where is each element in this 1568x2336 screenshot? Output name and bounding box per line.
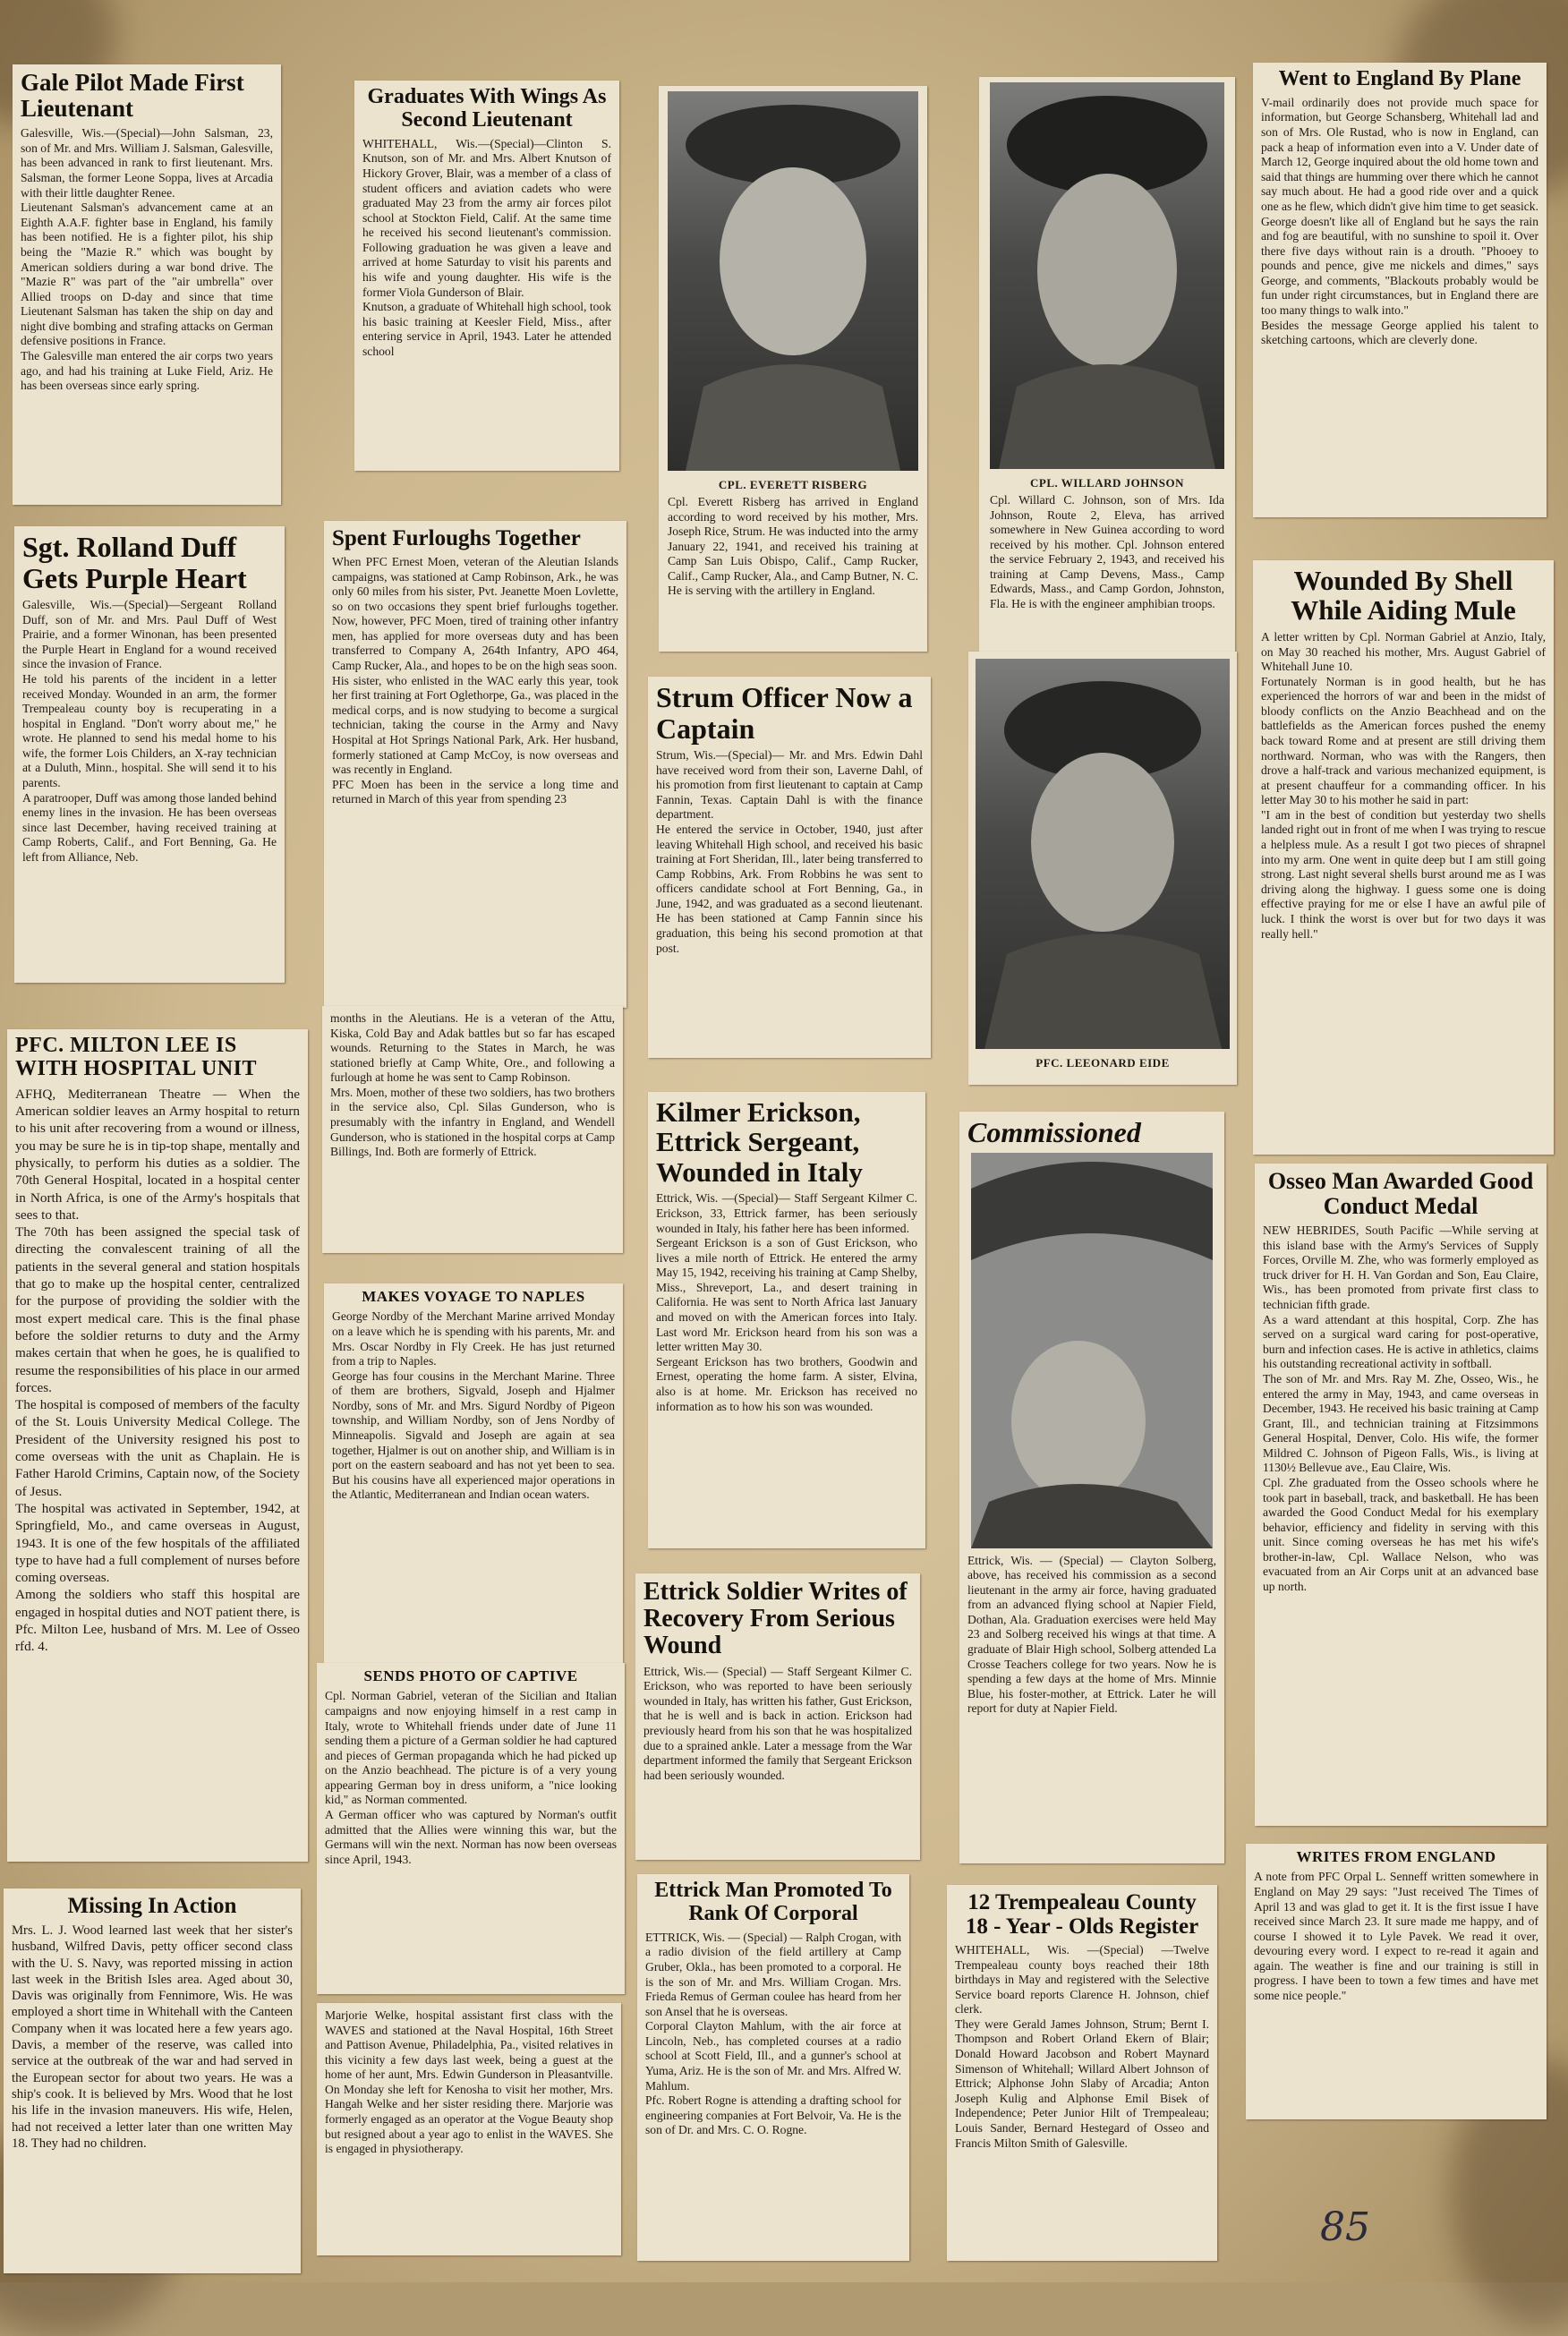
article-ettrick-soldier <box>635 1573 920 1860</box>
article-body: Cpl. Norman Gabriel, veteran of the Sicilian and Italian campaigns and now enjoying himself in a rest camp in Italy, wrote to Whitehall friends under date of June 11 sending them a picture of a German soldier he had captured and pieces of German propaganda which he had picked up on the Anzio beachhead. The picture is of a very young appearing German boy in dress uniform, a "nice looking kid," as Norman commented. A German officer who was captured by Norman's outfit admitted that the Allies were winning this war, but the Germans will win the next. Norman has now been overseas since April, 1943. <box>325 1689 617 1866</box>
headline: Spent Furloughs Together <box>332 526 581 550</box>
headline: Commissioned <box>967 1116 1141 1148</box>
portrait-photo-solberg <box>971 1153 1213 1548</box>
article-marjorie-welke <box>317 2003 621 2255</box>
article-duff-purple-heart <box>14 526 285 983</box>
article-body: Cpl. Willard C. Johnson, son of Mrs. Ida Johnson, Route 2, Eleva, has arrived somewhere in New Guinea according to word received by his mother. Cpl. Johnson entered the service February 2, 1943, and received his training at Camp Devens, Mass., Camp Edwards, Mass., and Camp Gordon, Johnston, Fla. He is with the engineer amphibian troops. <box>990 493 1224 611</box>
article-willard-johnson <box>979 77 1235 657</box>
article-body: Mrs. L. J. Wood learned last week that her sister's husband, Wilfred Davis, petty officer second class with the U. S. Navy, was reported missing in action last week in the British Isles area. Aged about 30, Davis was originally from Fennimore, Wis. He was employed a short time in Whitehall with the Canteen Company when it was located here a few years ago. Davis, a member of the reserve, was called into service at the outbreak of the war and had served in the European sector for about two years. He was a ship's cook. It is believed by Mrs. Wood that he lost his life in the invasion maneuvers. His wife, Helen, had not received a letter later than one written May 18. They had no children. <box>12 1923 293 2151</box>
photo-caption: CPL. EVERETT RISBERG <box>718 478 868 491</box>
headline: Went to England By Plane <box>1278 67 1521 90</box>
headline: Osseo Man Awarded Good Conduct Medal <box>1267 1168 1534 1220</box>
article-crogan-corporal <box>637 1874 909 2261</box>
article-wounded-mule <box>1253 560 1554 1155</box>
article-body: Ettrick, Wis.— (Special) — Staff Sergeant Kilmer C. Erickson, who was reported to have been seriously wounded in Italy, has written his father, Gust Erickson, that he is well and is back in action. Erickson had previously heard from his son that he was hospitalized due to a sprained ankle. Later a message from the War department informed the family that Sergeant Erickson had been seriously wounded. <box>643 1664 912 1782</box>
article-missing-in-action <box>4 1888 301 2273</box>
headline: SENDS PHOTO OF CAPTIVE <box>363 1667 578 1684</box>
article-osseo-good-conduct <box>1255 1164 1547 1826</box>
headline: Strum Officer Now a Captain <box>656 681 913 745</box>
headline: Ettrick Man Promoted To Rank Of Corporal <box>654 1879 892 1925</box>
article-body: Galesville, Wis.—(Special)—John Salsman, 23, son of Mr. and Mrs. William J. Salsman, Galesville, has been advanced in rank to first lieutenant. Mrs. Salsman, the former Leone Soppa, lives at Arcadia with their little daughter Renee. Lieutenant Salsman's advancement came at an Eighth A.A.F. fighter base in England, his family has been notified. He is a fighter pilot, his ship being the "Mazie R." which was bought by American soldiers during a war bond drive. The "Mazie R" was part of the "air umbrella" over Allied troops on D-day and since that time Lieutenant Salsman has taken the ship on day and night dive bombing and strafing attacks on German defensive positions in France. The Galesville man entered the air corps two years ago, and had his training at Luke Field, Ariz. He has been overseas since early spring. <box>21 126 274 393</box>
article-body: Galesville, Wis.—(Special)—Sergeant Rolland Duff, son of Mr. and Mrs. Paul Duff of West Prairie, and a former Winonan, has been presented the Purple Heart in England for a wound received since the invasion of France. He told his parents of the incident in a letter received Monday. Wounded in an arm, the former Trempealeau county boy is recuperating in a hospital in England. "Don't worry about me," he wrote. He planned to send his medal home to his wife, the former Lois Childers, an X-ray technician at a Duluth, Minn., hospital. She will send it to his parents. A paratrooper, Duff was among those landed behind enemy lines in the invasion. He has been overseas since last December, having received training at Camp Roberts, Calif., and Fort Benning, Ga. He left from Alliance, Neb. <box>22 598 277 864</box>
article-furloughs-continued <box>322 1006 623 1253</box>
article-eide <box>968 652 1237 1085</box>
article-body: WHITEHALL, Wis.—(Special)—Clinton S. Knutson, son of Mr. and Mrs. Albert Knutson of Hickory Grover, Blair, was a member of a class of student officers and aviation cadets who were graduated May 23 from the army air forces pilot school at Stockton Field, Calif. At the same time he received his second lieutenant's commission. Following graduation he was given a leave and arrived at home Saturday to visit his parents and his wife and young daughter. His wife is the former Viola Gunderson of Blair. Knutson, a graduate of Whitehall high school, took his basic training at Keesler Field, Miss., after entering service in April, 1943. Later he attended school <box>362 136 611 358</box>
article-body: V-mail ordinarily does not provide much space for information, but George Schansberg, Whitehall lad and son of Mrs. Ole Rustad, who is now in England, can pack a heap of information even into a V. Under date of March 12, George inquired about the old home town and said that things are humming over there which he cannot say much about. He had a good ride over and a quick one as he flew, which didn't give him time to get seasick. George doesn't like all of England but he says the rain and fog are beautiful, with no sunshine to spoil it. Over there five days without rain is a drouth. "Phooey to pounds and pence, give me nickels and dimes," says George, and comments, "Blackouts probably would be fun under right circumstances, but in England there are too many things to walk into." Besides the message George applied his talent to sketching cartoons, which are cleverly done. <box>1261 95 1538 347</box>
headline: WRITES FROM ENGLAND <box>1296 1848 1496 1865</box>
portrait-photo-johnson <box>990 82 1224 469</box>
article-body: Ettrick, Wis. —(Special)— Staff Sergeant Kilmer C. Erickson, 33, Ettrick farmer, has been seriously wounded in Italy, his father here has been informed. Sergeant Erickson is a son of Gust Erickson, who lives a mile north of Ettrick. He entered the army May 15, 1942, receiving his training at Camp Shelby, Miss., Shreveport, La., and desert training in California. He was sent to North Africa last January and moved on with the American forces into Italy. Last word Mr. Erickson heard from his son was a letter written May 30. Sergeant Erickson has two brothers, Goodwin and Ernest, operating the home farm. A sister, Elvina, also is at home. Mr. Erickson has received no information as to how his son was wounded. <box>656 1191 917 1413</box>
article-strum-captain <box>648 677 931 1058</box>
headline: Gale Pilot Made First Lieutenant <box>21 69 244 123</box>
handwritten-page-number: 85 <box>1320 2204 1370 2250</box>
article-body-continued: months in the Aleutians. He is a veteran of the Attu, Kiska, Cold Bay and Adak battles but so far has escaped wounds. Returning to the States in March, he was stationed briefly at Camp White, Ore., and following a furlough at home he was sent to Camp Robinson. Mrs. Moen, mother of these two soldiers, has two brothers in the service also, Cpl. Silas Gunderson, who is presumably with the infantry in England, and Wendell Gunderson, who is stationed in the hospital corps at Camp Billings, Ind. Both are formerly of Ettrick. <box>330 1011 615 1159</box>
article-body: WHITEHALL, Wis. —(Special) —Twelve Trempealeau county boys reached their 18th birthdays in May and registered with the Selective Service board reports Clarence H. Johnson, chief clerk. They were Gerald James Johnson, Strum; Bernt I. Thompson and Robert Orland Ekern of Blair; Donald Howard Jacobson and Robert Maynard Simenson of Whitehall; Willard Albert Johnson of Ettrick; Alphonse John Slaby of Arcadia; Anton Joseph Kulig and Alphonse Emil Bisek of Independence; Peter Junior Hilt of Trempealeau; Louis Sander, Bernard Hestegard of Osseo and Francis Milton Smith of Galesville. <box>955 1943 1209 2150</box>
portrait-photo-eide <box>976 659 1230 1049</box>
photo-caption: CPL. WILLARD JOHNSON <box>1030 476 1184 490</box>
article-graduates-wings <box>354 81 619 471</box>
headline: PFC. MILTON LEE IS WITH HOSPITAL UNIT <box>15 1034 257 1080</box>
headline: Missing In Action <box>67 1894 237 1918</box>
article-spent-furloughs <box>324 521 626 1008</box>
portrait-photo-risberg <box>668 91 918 471</box>
headline: Ettrick Soldier Writes of Recovery From Serious Wound <box>643 1578 908 1660</box>
article-body: Ettrick, Wis. — (Special) — Clayton Solberg, above, has received his commission as a second lieutenant in the army air force, having graduated from an advanced flying school at Napier Field, Dothan, Ala. Graduation exercises were held May 23 and Solberg received his wings at that time. A graduate of Blair High school, Solberg attended La Crosse Teachers college for two years. Now he is spending a few days at the home of Mrs. Minnie Blue, his foster-mother, at Ettrick. Later he will report for duty at Napier Field. <box>967 1553 1216 1716</box>
article-risberg <box>659 86 927 652</box>
headline: Wounded By Shell While Aiding Mule <box>1291 565 1516 627</box>
headline: Graduates With Wings As Second Lieutenant <box>367 85 607 132</box>
article-body: NEW HEBRIDES, South Pacific —While serving at this island base with the Army's Services of Supply Forces, Orville M. Zhe, who was formerly employed as truck driver for H. H. Van Gordan and Son, Eau Claire, Wis., has been promoted from private first class to technician fifth grade. As a ward attendant at this hospital, Corp. Zhe has served on a surgical ward caring for post-operative, burn and infection cases. He is active in athletics, claims his outstanding recreational activity in softball. The son of Mr. and Mrs. Ray M. Zhe, Osseo, Wis., he entered the army in May, 1943, and came overseas in December, 1943. He received his basic training at Camp Grant, Ill., and technician training at Fitzsimmons General Hospital, Denver, Colo. His wife, the former Mildred C. Johnson of Pigeon Falls, Wis., is living at 1130½ Bellevue ave., Eau Claire, Wis. Cpl. Zhe graduated from the Osseo schools where he took part in baseball, track, and basketball. He has been awarded the Good Conduct Medal for his exemplary behavior, efficiency and fidelity in serving with this unit. Since coming overseas he has met his wife's brother-in-law, Cpl. Wallace Nelson, who was evacuated from an Air Corps unit at an advanced base up north. <box>1263 1223 1538 1594</box>
headline: 12 Trempealeau County 18 - Year - Olds Register <box>965 1890 1199 1939</box>
article-body: ETTRICK, Wis. — (Special) — Ralph Crogan, with a radio division of the field artillery at Camp Gruber, Okla., has been promoted to a corporal. He is the son of Mr. and Mrs. William Crogan. Mrs. Frieda Remus of German coulee has heard from her son Ansel that he is overseas. Corporal Clayton Mahlum, with the air force at Lincoln, Neb., has completed courses at a radio school at Scott Field, Ill., and a gunner's school at Yuma, Ariz. He is the son of Mr. and Mrs. Alfred W. Mahlum. Pfc. Robert Rogne is attending a drafting school for engineering companies at Fort Belvoir, Va. He is the son of Dr. and Mrs. C. O. Rogne. <box>645 1930 901 2137</box>
photo-caption: PFC. LEEONARD EIDE <box>1035 1056 1170 1070</box>
article-body: When PFC Ernest Moen, veteran of the Aleutian Islands campaigns, was stationed at Camp Robinson, Ark., he was only 60 miles from his sister, Pvt. Jeanette Moen Lovlette, so on two occasions they spent brief furloughs together. Now, however, PFC Moen, tired of training other infantry men, has applied for more overseas duty and has been transferred to Company A, 264th Infantry, APO 464, Camp Rucker, Ala., and hopes to be on the high seas soon. His sister, who enlisted in the WAC early this year, took her first training at Fort Oglethorpe, Ga., was placed in the medical corps, and is now studying to become a surgical technician, taking the course in the Army and Navy Hospital at Hot Springs National Park, Ark. Her husband, formerly stationed at Camp McCoy, is now overseas and was recently in England. PFC Moen has been in the service a long time and returned in March of this year from spending 23 <box>332 555 618 806</box>
article-body: Strum, Wis.—(Special)— Mr. and Mrs. Edwin Dahl have received word from their son, Laverne Dahl, of his promotion from first lieutenant to captain at Camp Fannin, Texas. Captain Dahl is with the finance department. He entered the service in October, 1940, just after leaving Whitehall High school, and received his basic training at Fort Sheridan, Ill., later being transferred to Camp Robbins, Ark. From Robbins he was sent to officers candidate school at Fort Benning, Ga., in June, 1942, and was graduated as a second lieutenant. He has been stationed at Camp Fannin since his graduation, this being his second promotion at that post. <box>656 748 923 955</box>
article-body: A letter written by Cpl. Norman Gabriel at Anzio, Italy, on May 30 reached his mother, Mrs. August Gabriel of Whitehall June 10. Fortunately Norman is in good health, but he has experienced the horrors of war and been in the midst of bloody conflicts on the Anzio Beachhead and on the battlefields as the American forces pushed the enemy back toward Rome and at present are still driving them northward. Norman, who was with the Rangers, then drove a half-track and various mechanized equipment, is at present chauffeur for a commanding officer. In his letter May 30 to his mother he said in part: "I am in the best of condition but yesterday two shells landed right out in front of me when I was trying to rescue a helpless mule. As a result I got two pieces of shrapnel into my arm. One went in quite deep but I am still going strong. Last night several shells burst around me as I was driving along the highway. I guess some one is doing effective praying for me or else I have an awful pile of luck. I think the worst is over but for two days it was really hell." <box>1261 629 1546 941</box>
article-writes-from-england <box>1246 1844 1547 2119</box>
article-body: Marjorie Welke, hospital assistant first class with the WAVES and stationed at the Naval Hospital, 16th Street and Pattison Avenue, Philadelphia, Pa., visited relatives in this vicinity a few days last week, being a guest at the home of her aunt, Mrs. Edwin Gunderson in Pleasantville. On Monday she left for Kenosha to visit her mother, Mrs. Hangah Welke and her sister residing there. Marjorie was formerly engaged as an operator at the Vogue Beauty shop but resigned about a year ago to enlist in the WAVES. She is engaged in physiotherapy. <box>325 2008 613 2156</box>
article-body: George Nordby of the Merchant Marine arrived Monday on a leave which he is spending with his parents, Mr. and Mrs. Oscar Nordby in Fly Creek. He has just returned from a trip to Naples. George has four cousins in the Merchant Marine. Three of them are brothers, Sigvald, Joseph and Hjalmer Nordby, sons of Mr. and Mrs. Sigurd Nordby of Pigeon township, and William Nordby, son of Jens Nordby of Minneapolis. Sigvald and Joseph are again at sea together, Hjalmer is out on another ship, and William is in port on the eastern seaboard and has not yet been to sea. But his cousins have all experienced major operations in the Atlantic, Mediterranean and Indian ocean waters. <box>332 1309 615 1502</box>
headline: Sgt. Rolland Duff Gets Purple Heart <box>22 531 247 594</box>
article-photo-of-captive <box>317 1663 625 1994</box>
article-gale-pilot <box>13 64 281 505</box>
article-england-by-plane <box>1253 63 1547 517</box>
article-kilmer-erickson <box>648 1092 925 1548</box>
headline: MAKES VOYAGE TO NAPLES <box>362 1288 585 1305</box>
article-body: Cpl. Everett Risberg has arrived in England according to word received by his mother, Mrs. Joseph Rice, Strum. He was inducted into the army January 22, 1941, and received his training at Camp San Luis Obispo, Calif., Camp Rucker, Calif., Camp Rucker, Ala., and Camp Butner, N. C. He is serving with the artillery in England. <box>668 495 918 598</box>
article-body: A note from PFC Orpal L. Senneff written somewhere in England on May 29 says: "Just received The Times of April 13 and was glad to get it. It is the first issue I have received since March 23. It sure made me happy, and of course I showed it to Lyle Pavek. We read it over, devouring every word. I expect to re-read it again and again. The weather is fine and our training is still in progress. I have been to town a few times and have met some nice people." <box>1254 1870 1538 2002</box>
article-commissioned <box>959 1112 1224 1863</box>
article-voyage-naples <box>324 1283 623 1665</box>
article-milton-lee <box>7 1029 308 1862</box>
article-body: AFHQ, Mediterranean Theatre — When the American soldier leaves an Army hospital to return to his unit after recovering from a wound or illness, you may be sure he is in tip-top shape, mentally and physically, to perform his duties as a soldier. The 70th General Hospital, located in a hospital center in North Africa, is one of the Army's hospitals that sees to that. The 70th has been assigned the special task of directing the convalescent training of all the patients in the several general and station hospitals that go to make up the hospital center, centralized for the purpose of providing the soldier with the most expert medical care. This is the final phase before the soldier returns to duty and the Army makes certain that when he goes, he is qualified to resume the responsibilities of his place in our armed forces. The hospital is composed of members of the faculty of the St. Louis University Medical College. The President of the University resigned his post to come overseas with the unit as Chaplain. He is Father Harold Crimins, Captain now, of the Society of Jesus. The hospital was activated in September, 1942, at Springfield, Mo., and came overseas in August, 1943. It is one of the few hospitals of the affiliated type to have had a full complement of nurses before coming overseas. Among the soldiers who staff this hospital are engaged in hospital duties and NOT patient there, is Pfc. Milton Lee, husband of Mrs. M. Lee of Osseo rfd. 4. <box>15 1086 300 1655</box>
article-trempealeau-18 <box>947 1885 1217 2261</box>
headline: Kilmer Erickson, Ettrick Sergeant, Wounded in Italy <box>656 1096 863 1188</box>
